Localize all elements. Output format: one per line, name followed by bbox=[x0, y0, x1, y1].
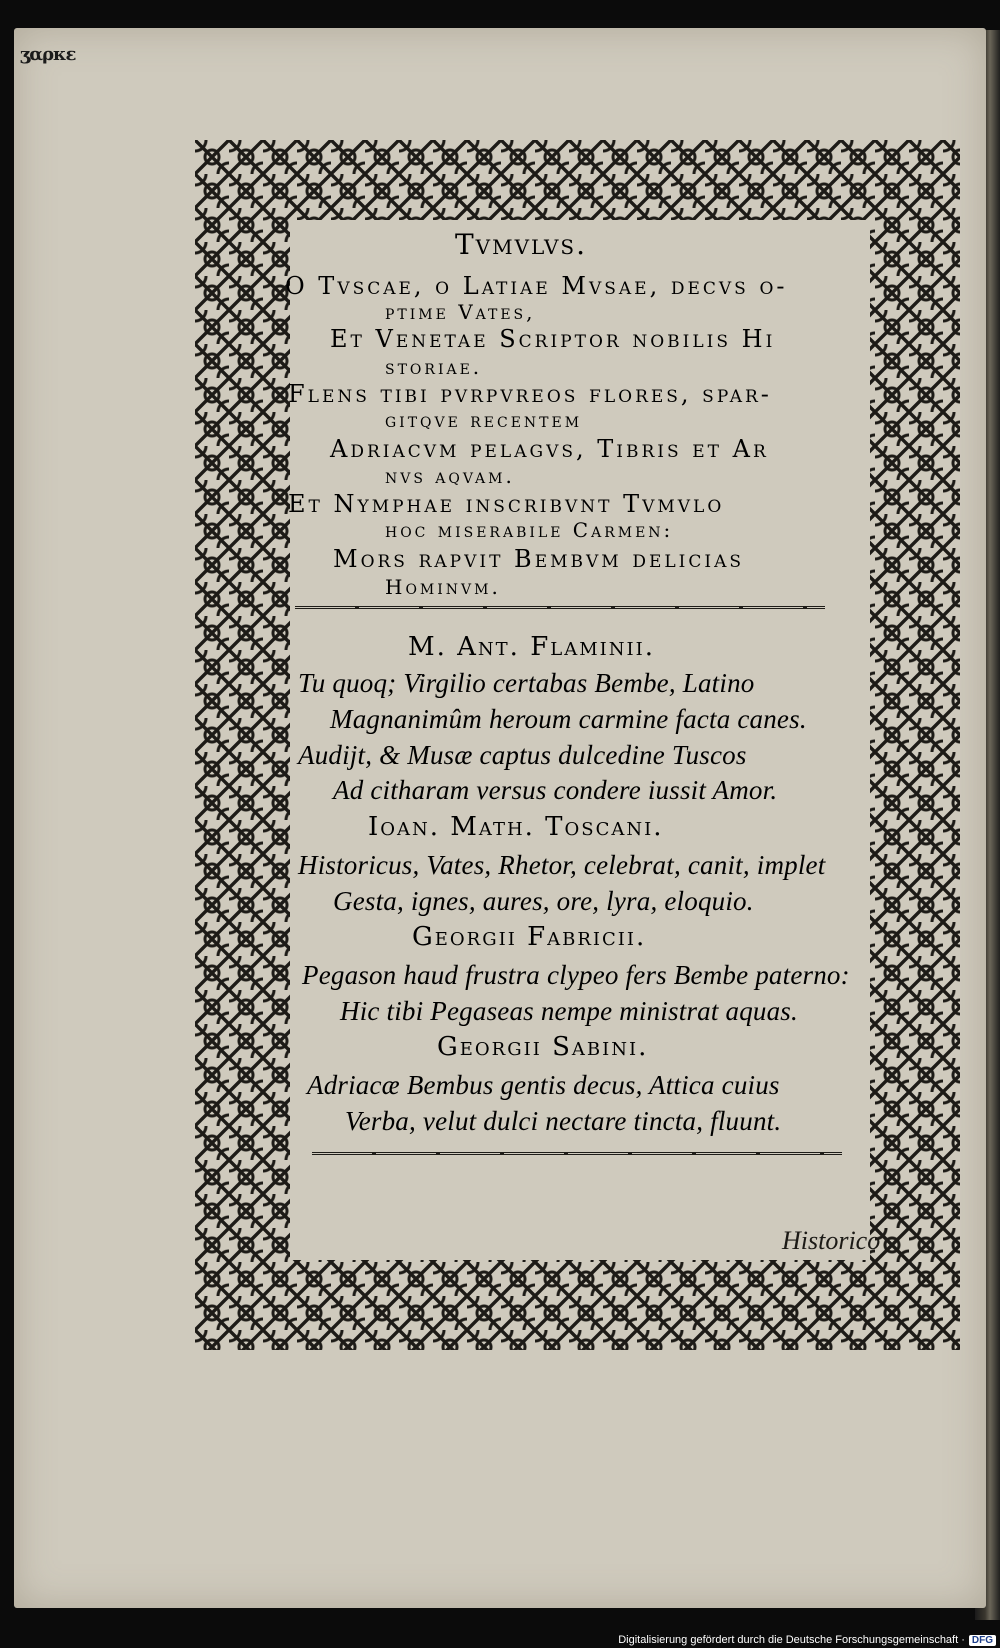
poem-line: Pegason haud frustra clypeo fers Bembe paterno: bbox=[302, 960, 850, 990]
dfg-logo: DFG bbox=[969, 1635, 996, 1646]
poem-line: Magnanimûm heroum carmine facta canes. bbox=[330, 704, 807, 734]
poem-line: Adriacæ Bembus gentis decus, Attica cuius bbox=[307, 1070, 780, 1100]
section-rule bbox=[295, 606, 825, 609]
flaminius-heading: M. Ant. Flaminii. bbox=[408, 632, 655, 662]
tumulus-line: nvs aqvam. bbox=[385, 464, 515, 488]
poem-line: Audijt, & Musæ captus dulcedine Tuscos bbox=[298, 740, 747, 770]
sabinus-heading: Georgii Sabini. bbox=[437, 1032, 649, 1062]
digitization-credit bbox=[618, 1634, 996, 1646]
tumulus-line: Et Venetae Scriptor nobilis Hi bbox=[330, 325, 776, 353]
tumulus-line: ptime Vates, bbox=[385, 300, 536, 324]
credit-text: Digitalisierung gefördert durch die Deutsche Forschungsgemeinschaft · bbox=[618, 1634, 965, 1646]
tumulus-line: hoc miserabile Carmen: bbox=[385, 518, 674, 542]
tumulus-line: gitqve recentem bbox=[385, 408, 583, 432]
poem-line: Ad citharam versus condere iussit Amor. bbox=[333, 775, 778, 805]
poem-line: Tu quoq; Virgilio certabas Bembe, Latino bbox=[298, 668, 755, 698]
ink-annotation: ʒαρκε bbox=[20, 44, 76, 65]
poem-line: Hic tibi Pegaseas nempe ministrat aquas. bbox=[340, 996, 798, 1026]
tumulus-line: Et Nymphae inscribvnt Tvmvlo bbox=[288, 490, 725, 518]
poem-line: Gesta, ignes, aures, ore, lyra, eloquio. bbox=[333, 886, 754, 916]
tumulus-line: Mors rapvit Bembvm delicias bbox=[333, 545, 745, 573]
tumulus-line: Hominvm. bbox=[385, 575, 501, 599]
tumulus-line: O Tvscae, o Latiae Mvsae, decvs o- bbox=[285, 272, 788, 300]
poem-line: Historicus, Vates, Rhetor, celebrat, canit, implet bbox=[298, 850, 826, 880]
catchword: Historico bbox=[782, 1226, 881, 1255]
tumulus-heading: Tvmvlvs. bbox=[455, 228, 587, 261]
tumulus-line: Flens tibi pvrpvreos flores, spar- bbox=[288, 380, 772, 408]
tumulus-line: Adriacvm pelagvs, Tibris et Ar bbox=[330, 435, 769, 463]
poem-line: Verba, velut dulci nectare tincta, fluunt. bbox=[345, 1106, 782, 1136]
toscanus-heading: Ioan. Math. Toscani. bbox=[368, 812, 664, 842]
section-rule bbox=[312, 1152, 842, 1155]
fabricius-heading: Georgii Fabricii. bbox=[412, 922, 647, 952]
tumulus-line: storiae. bbox=[385, 355, 483, 379]
